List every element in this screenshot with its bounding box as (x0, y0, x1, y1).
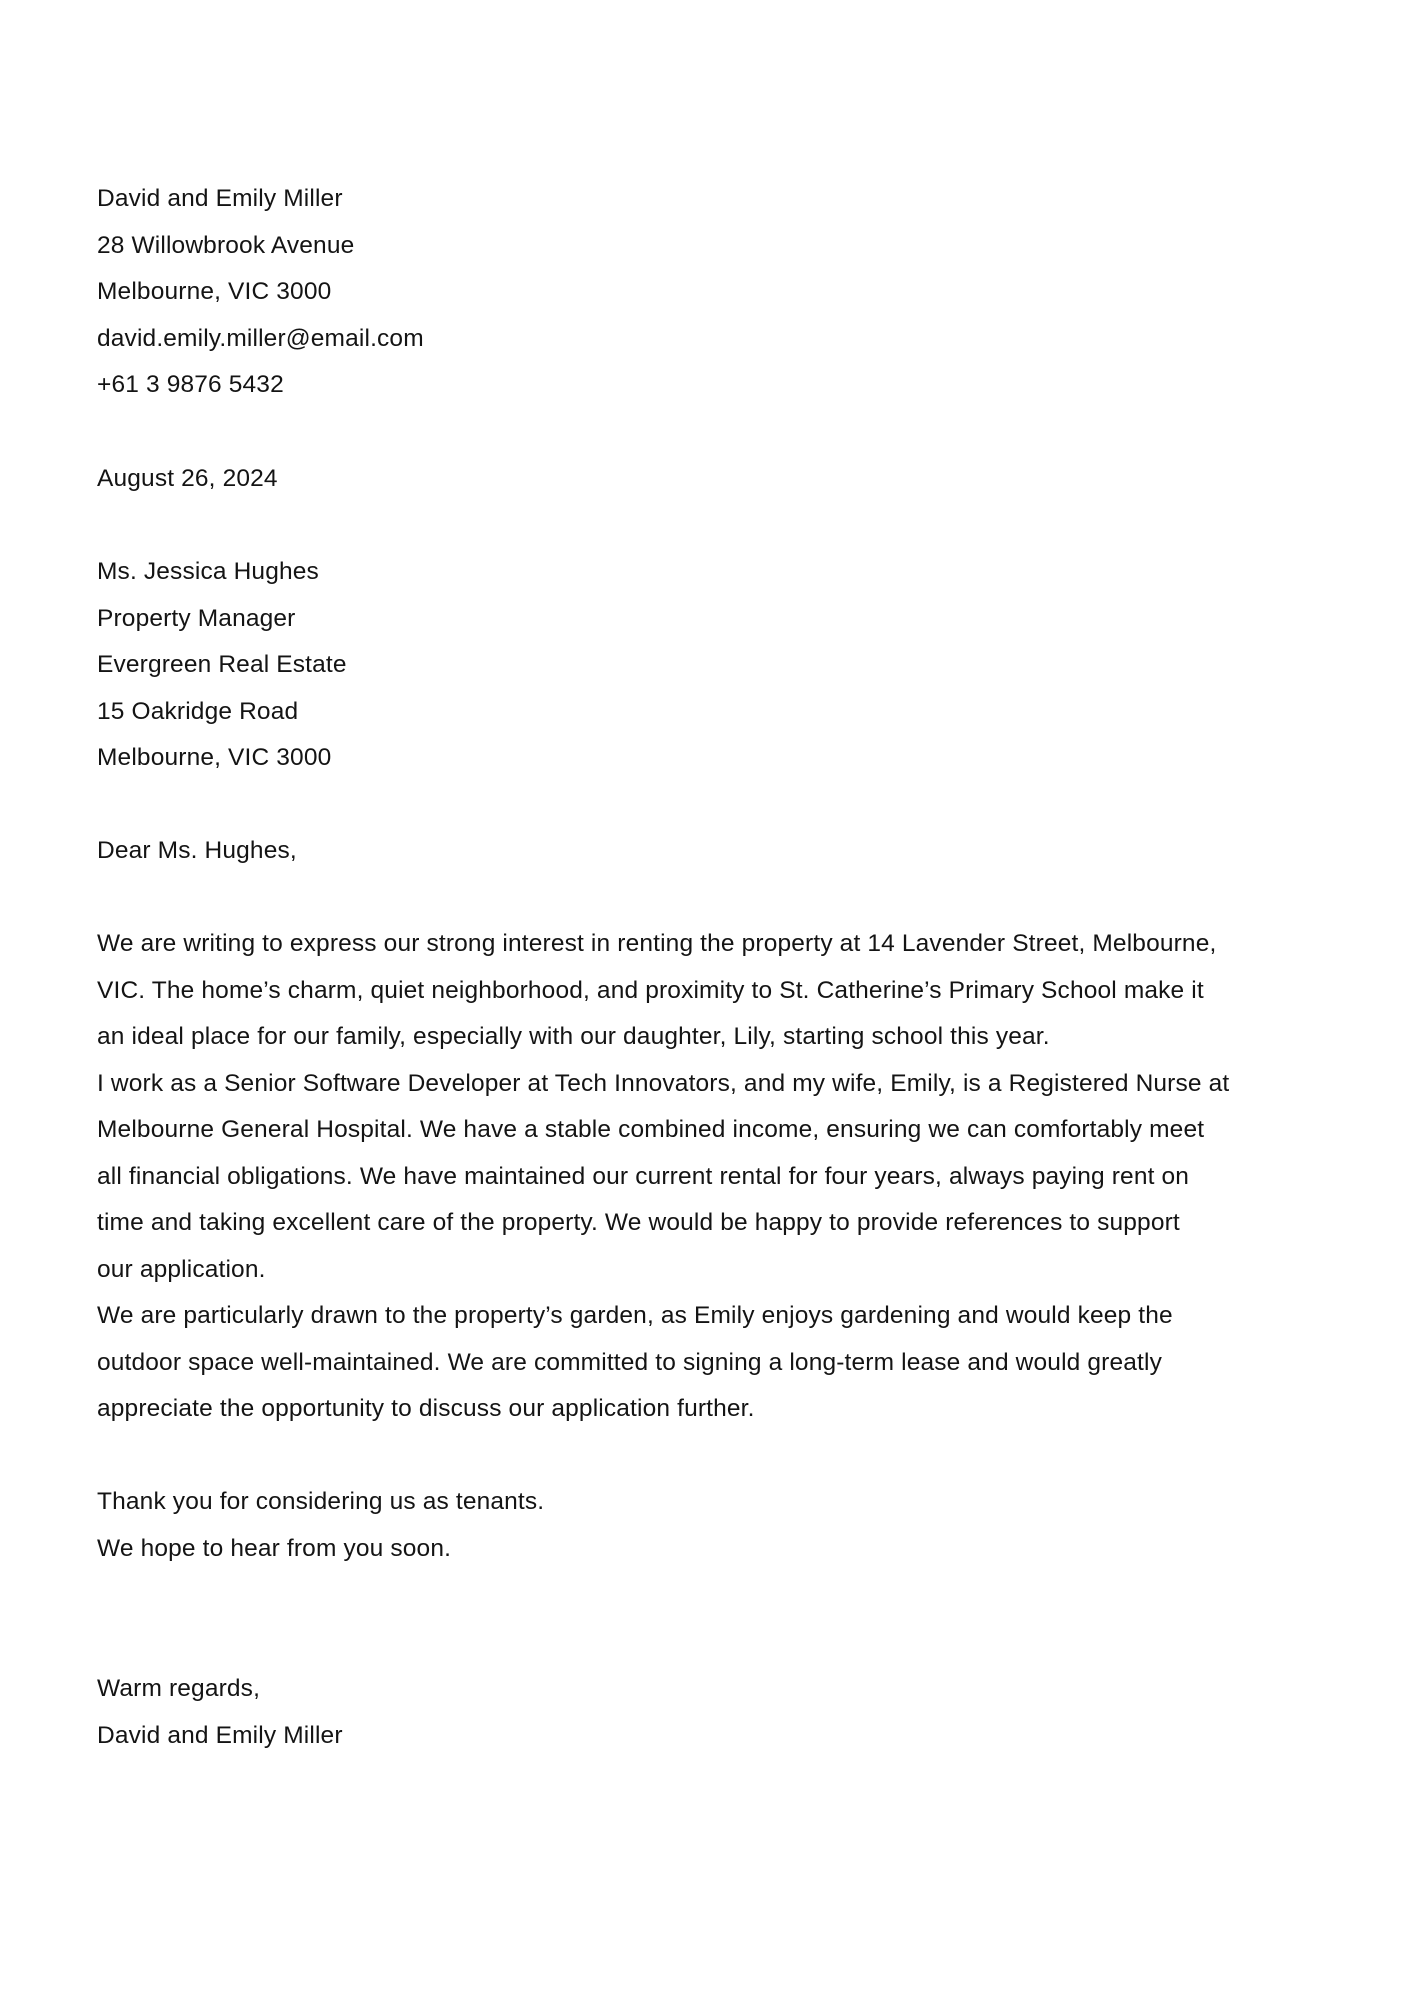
body-paragraph-2 (97, 1061, 1337, 1294)
body-paragraph-1 (97, 921, 1337, 1061)
closing-thanks: Thank you for considering us as tenants. (97, 1488, 545, 1515)
recipient-address-block (97, 549, 1337, 782)
body-line: I work as a Senior Software Developer at Tech Innovators, and my wife, Emily, is a Registered Nurse at (97, 1069, 1230, 1097)
body-paragraph-3 (97, 1293, 1337, 1433)
body-line: an ideal place for our family, especially with our daughter, Lily, starting school this year. (97, 1023, 1050, 1050)
body-line: appreciate the opportunity to discuss our application further. (97, 1395, 755, 1422)
body-line: all financial obligations. We have maintained our current rental for four years, always paying rent on (97, 1162, 1190, 1190)
signoff-names: David and Emily Miller (97, 1721, 343, 1749)
recipient-street: 15 Oakridge Road (97, 697, 299, 725)
sender-phone: +61 3 9876 5432 (97, 371, 284, 398)
body-line: Melbourne General Hospital. We have a stable combined income, ensuring we can comfortably meet (97, 1116, 1205, 1143)
sender-address-block (97, 176, 1337, 409)
letter-body (97, 921, 1337, 1433)
letter-date-block (97, 456, 1337, 503)
body-line: VIC. The home’s charm, quiet neighborhood, and proximity to St. Catherine’s Primary School make it (97, 976, 1204, 1004)
recipient-company: Evergreen Real Estate (97, 651, 347, 678)
recipient-title: Property Manager (97, 604, 296, 632)
recipient-city: Melbourne, VIC 3000 (97, 744, 332, 771)
sender-city: Melbourne, VIC 3000 (97, 278, 332, 305)
recipient-name: Ms. Jessica Hughes (97, 558, 319, 585)
signoff-block (97, 1666, 1337, 1759)
closing-hope: We hope to hear from you soon. (97, 1534, 452, 1562)
salutation: Dear Ms. Hughes, (97, 837, 297, 864)
salutation-block (97, 828, 1337, 875)
sender-email: david.emily.miller@email.com (97, 324, 424, 352)
body-line: our application. (97, 1255, 266, 1283)
sender-name: David and Emily Miller (97, 185, 343, 212)
closing-block (97, 1479, 1337, 1572)
body-line: time and taking excellent care of the property. We would be happy to provide references to support (97, 1209, 1180, 1236)
sender-street: 28 Willowbrook Avenue (97, 231, 355, 259)
body-line: outdoor space well-maintained. We are committed to signing a long-term lease and would greatly (97, 1348, 1162, 1376)
body-line: We are writing to express our strong interest in renting the property at 14 Lavender Street, Melbourne, (97, 930, 1217, 957)
letter-date: August 26, 2024 (97, 465, 278, 492)
signoff-regards: Warm regards, (97, 1675, 261, 1702)
body-line: We are particularly drawn to the property’s garden, as Emily enjoys gardening and would keep the (97, 1302, 1173, 1329)
